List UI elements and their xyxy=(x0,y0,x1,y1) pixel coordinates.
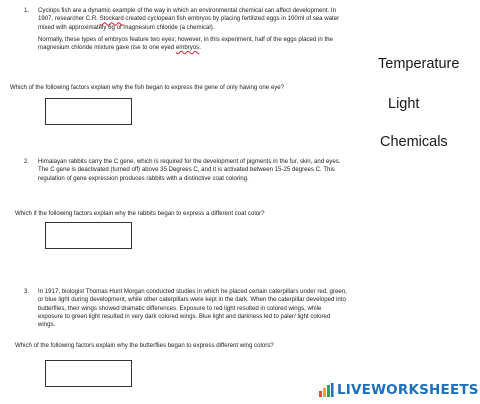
question-number: 2. xyxy=(24,158,30,165)
question-1 xyxy=(24,7,348,52)
liveworksheets-logo xyxy=(318,381,479,399)
question-1-prompt: Which of the following factors explain why the fish began to express the gene of only having one eye? xyxy=(10,84,285,91)
spellcheck-word: embryos xyxy=(175,44,200,52)
spellcheck-word: Stockard xyxy=(99,15,124,23)
question-2 xyxy=(24,158,348,183)
choice-temperature[interactable]: Temperature xyxy=(378,56,460,72)
question-1-paragraph-1: Cyclops fish are a dynamic example of the way in which an environmental chemical can affect development. In 1907, researcher C.R. Stockard created cyclopean fish embryos by placing fertilized eggs in 100ml of sea water mixed with approximately 6g of magnesium chloride (a chemical). xyxy=(38,7,340,31)
liveworksheets-logo-icon xyxy=(318,382,334,398)
question-number: 3. xyxy=(24,288,30,295)
answer-box-2[interactable] xyxy=(45,222,132,249)
question-2-paragraph: Himalayan rabbits carry the C gene, which is required for the development of pigments in the fur, skin, and eyes. The C gene is deactivated (turned off) above 35 Degrees C, and it is activated between 15-25 degrees C. This regulation of gene expression produces rabbits with a distinctive coat coloring. xyxy=(38,158,341,182)
question-3-paragraph: In 1917, biologist Thomas Hunt Morgan conducted studies in which he placed certain caterpillars under red, green, or blue light during development, while other caterpillars were kept in the dark. When the caterpillar developed into butterflies, their wings showed dramatic differences. Exposure to red light resulted in colored wings, while exposure to green light resulted in very dark colored wings. Blue light and darkness led to paler/ light colored wings. xyxy=(38,288,347,329)
answer-box-1[interactable] xyxy=(45,98,132,125)
question-1-paragraph-2: Normally, these types of embryos feature two eyes; however, in this experiment, half of the eggs placed in the magnesium chloride mixture gave rise to one eyed embryos. xyxy=(38,35,333,52)
question-3-prompt: Which of the following factors explain why the butterflies began to express different wing colors? xyxy=(15,342,274,349)
choice-chemicals[interactable]: Chemicals xyxy=(380,134,448,150)
question-3 xyxy=(24,288,348,329)
question-2-prompt: Which if the following factors explain why the rabbits began to express a different coat color? xyxy=(15,210,265,217)
answer-box-3[interactable] xyxy=(45,360,132,387)
logo-text: LIVEWORKSHEETS xyxy=(337,382,479,398)
choice-light[interactable]: Light xyxy=(388,96,420,112)
question-number: 1. xyxy=(24,7,30,14)
